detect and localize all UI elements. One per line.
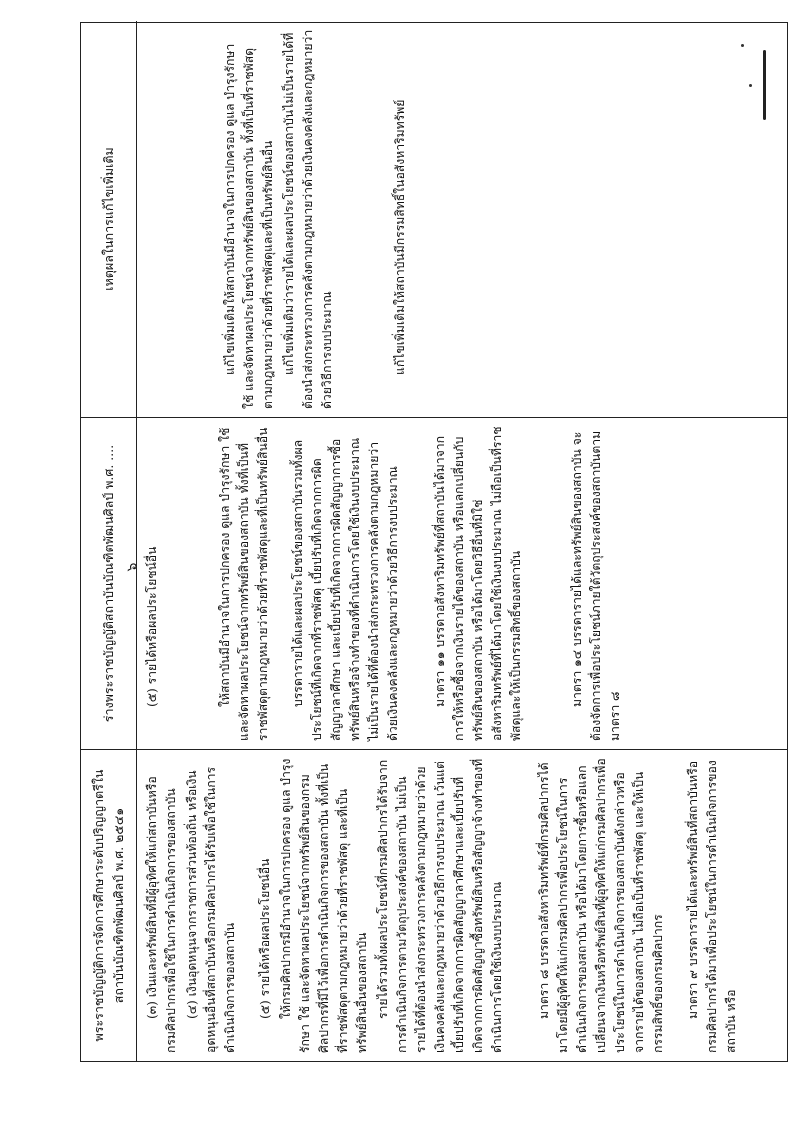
current-item-4: (๔) เงินอุดหนุนจากราชการส่วนท้องถิ่น หรือเงินอุดหนุนอื่นที่สถาบันหรือกรมศิลปากรได้รับเพื่อใช้ในการดำเนินกิจการของสถาบัน <box>185 766 237 1053</box>
current-section-9: มาตรา ๙ บรรดารายได้และทรัพย์สินที่สถาบันหรือกรมศิลปากรได้มาเพื่อประโยชน์ในการดำเนินกิจการของสถาบัน หรือ <box>686 760 738 1053</box>
draft-section-14: มาตรา ๑๔ บรรดารายได้และทรัพย์สินของสถาบัน จะต้องจัดการเพื่อประโยชน์ภายใต้วัตถุประสงค์ของสถาบันตามมาตรา ๘ <box>570 430 622 741</box>
document-page <box>80 22 788 1062</box>
scan-speck <box>741 44 744 47</box>
comparison-table <box>80 22 788 1062</box>
scan-speck <box>749 84 752 87</box>
header-current-act: พระราชบัญญัติการจัดการศึกษาระดับปริญญาตรีในสถาบันบัณฑิตพัฒนศิลป์ พ.ศ. ๒๕๔๑ <box>81 749 137 1061</box>
draft-section-11: มาตรา ๑๑ บรรดาอสังหาริมทรัพย์ที่สถาบันได้มาจากการให้หรือซื้อจากเงินรายได้ของสถาบัน หรือแลกเปลี่ยนกับทรัพย์สินของสถาบัน หรือได้มาโดยวิธีอื่นที่มิใช่อสังหาริมทรัพย์ที่ได้มาโดยใช้เงินงบประมาณ ไม่ถือเป็นที่ราชพัสดุและให้เป็นกรรมสิทธิ์ของสถาบัน <box>433 426 523 741</box>
reason-revenue: แก้ไขเพิ่มเติมว่ารายได้และผลประโยชน์ของสถาบันไม่เป็นรายได้ที่ต้องนำส่งกระทรวงการคลังตามกฎหมายว่าด้วยเงินคงคลังและกฎหมายว่าด้วยวิธีการงบประมาณ <box>282 29 334 409</box>
current-item-3: (๓) เงินและทรัพย์สินที่มีผู้อุทิศให้แก่สถาบันหรือกรมศิลปากรเพื่อใช้ในการดำเนินกิจการของสถาบัน <box>145 776 178 1053</box>
header-reasons: เหตุผลในการแก้ไขเพิ่มเติม <box>81 21 137 417</box>
current-paragraph-authority: ให้กรมศิลปากรมีอำนาจในการปกครอง ดูแล บำรุงรักษา ใช้ และจัดหาผลประโยชน์จากทรัพย์สินของกรมศิลปากรที่มีไว้เพื่อการดำเนินกิจการของสถาบัน ทั้งที่เป็นที่ราชพัสดุตามกฎหมายว่าด้วยที่ราชพัสดุ และที่เป็นทรัพย์สินอื่นของสถาบัน <box>279 758 369 1053</box>
draft-paragraph-authority: ให้สถาบันมีอำนาจในการปกครอง ดูแล บำรุงรักษา ใช้ และจัดหาผลประโยชน์จากทรัพย์สินของสถาบัน ทั้งที่เป็นที่ราชพัสดุตามกฎหมายว่าด้วยที่ราชพัสดุและที่เป็นทรัพย์สินอื่น <box>218 427 270 741</box>
draft-item-5: (๕) รายได้หรือผลประโยชน์อื่น <box>145 546 159 707</box>
column-draft-act <box>137 417 787 749</box>
reason-authority: แก้ไขเพิ่มเติมให้สถาบันมีอำนาจในการปกครอง ดูแล บำรุงรักษา ใช้ และจัดหาผลประโยชน์จากทรัพย์สินของสถาบัน ทั้งที่เป็นที่ราชพัสดุตามกฎหมายว่าด้วยที่ราชพัสดุและที่เป็นทรัพย์สินอื่น <box>223 43 275 409</box>
current-item-5: (๕) รายได้หรือผลประโยชน์อื่น <box>258 858 272 1019</box>
current-paragraph-revenue: รายได้รวมทั้งผลประโยชน์ที่กรมศิลปากรได้รับจากการดำเนินกิจการตามวัตถุประสงค์ของสถาบัน ไม่เป็นรายได้ที่ต้องนำส่งกระทรวงการคลังตามกฎหมายว่าด้วยเงินคงคลังและกฎหมายว่าด้วยวิธีการงบประมาณ เว้นแต่เบี้ยปรับที่เกิดจากการผิดสัญญาลาศึกษาและเบี้ยปรับที่เกิดจากการผิดสัญญาซื้อทรัพย์สินหรือสัญญาจ้างทำของที่ดำเนินการโดยใช้เงินงบประมาณ <box>376 758 504 1053</box>
header-draft-act: ร่างพระราชบัญญัติสถาบันบัณฑิตพัฒนศิลป์ พ.ศ. .... <box>81 417 137 749</box>
column-current-act <box>137 749 787 1061</box>
column-reasons <box>137 21 787 417</box>
draft-paragraph-revenue: บรรดารายได้และผลประโยชน์ของสถาบันรวมทั้งผลประโยชน์ที่เกิดจากที่ราชพัสดุ เบี้ยปรับที่เกิดจากการผิดสัญญาลาศึกษา และเบี้ยปรับที่เกิดจากการผิดสัญญาการซื้อทรัพย์สินหรือจ้างทำของที่ดำเนินการโดยใช้เงินงบประมาณ ไม่เป็นรายได้ที่ต้องนำส่งกระทรวงการคลังตามกฎหมายว่าด้วยเงินคงคลังและกฎหมายว่าด้วยวิธีการงบประมาณ <box>291 437 400 741</box>
current-section-8: มาตรา ๘ บรรดาอสังหาริมทรัพย์ที่กรมศิลปากรได้มาโดยมีผู้อุทิศให้แก่กรมศิลปากรเพื่อประโยชน์ในการดำเนินกิจการของสถาบัน หรือได้มาโดยการซื้อหรือแลกเปลี่ยนจากเงินหรือทรัพย์สินที่ผู้อุทิศให้แก่กรมศิลปากรเพื่อประโยชน์ในการดำเนินกิจการของสถาบันดังกล่าวหรือจากรายได้ของสถาบัน ไม่ถือเป็นที่ราชพัสดุ และให้เป็นกรรมสิทธิ์ของกรมศิลปากร <box>537 758 665 1053</box>
reason-ownership: แก้ไขเพิ่มเติมให้สถาบันมีกรรมสิทธิ์ในอสังหาริมทรัพย์ <box>393 99 407 375</box>
page-number: ๖ <box>124 562 141 572</box>
scan-edge-mark <box>763 50 766 120</box>
